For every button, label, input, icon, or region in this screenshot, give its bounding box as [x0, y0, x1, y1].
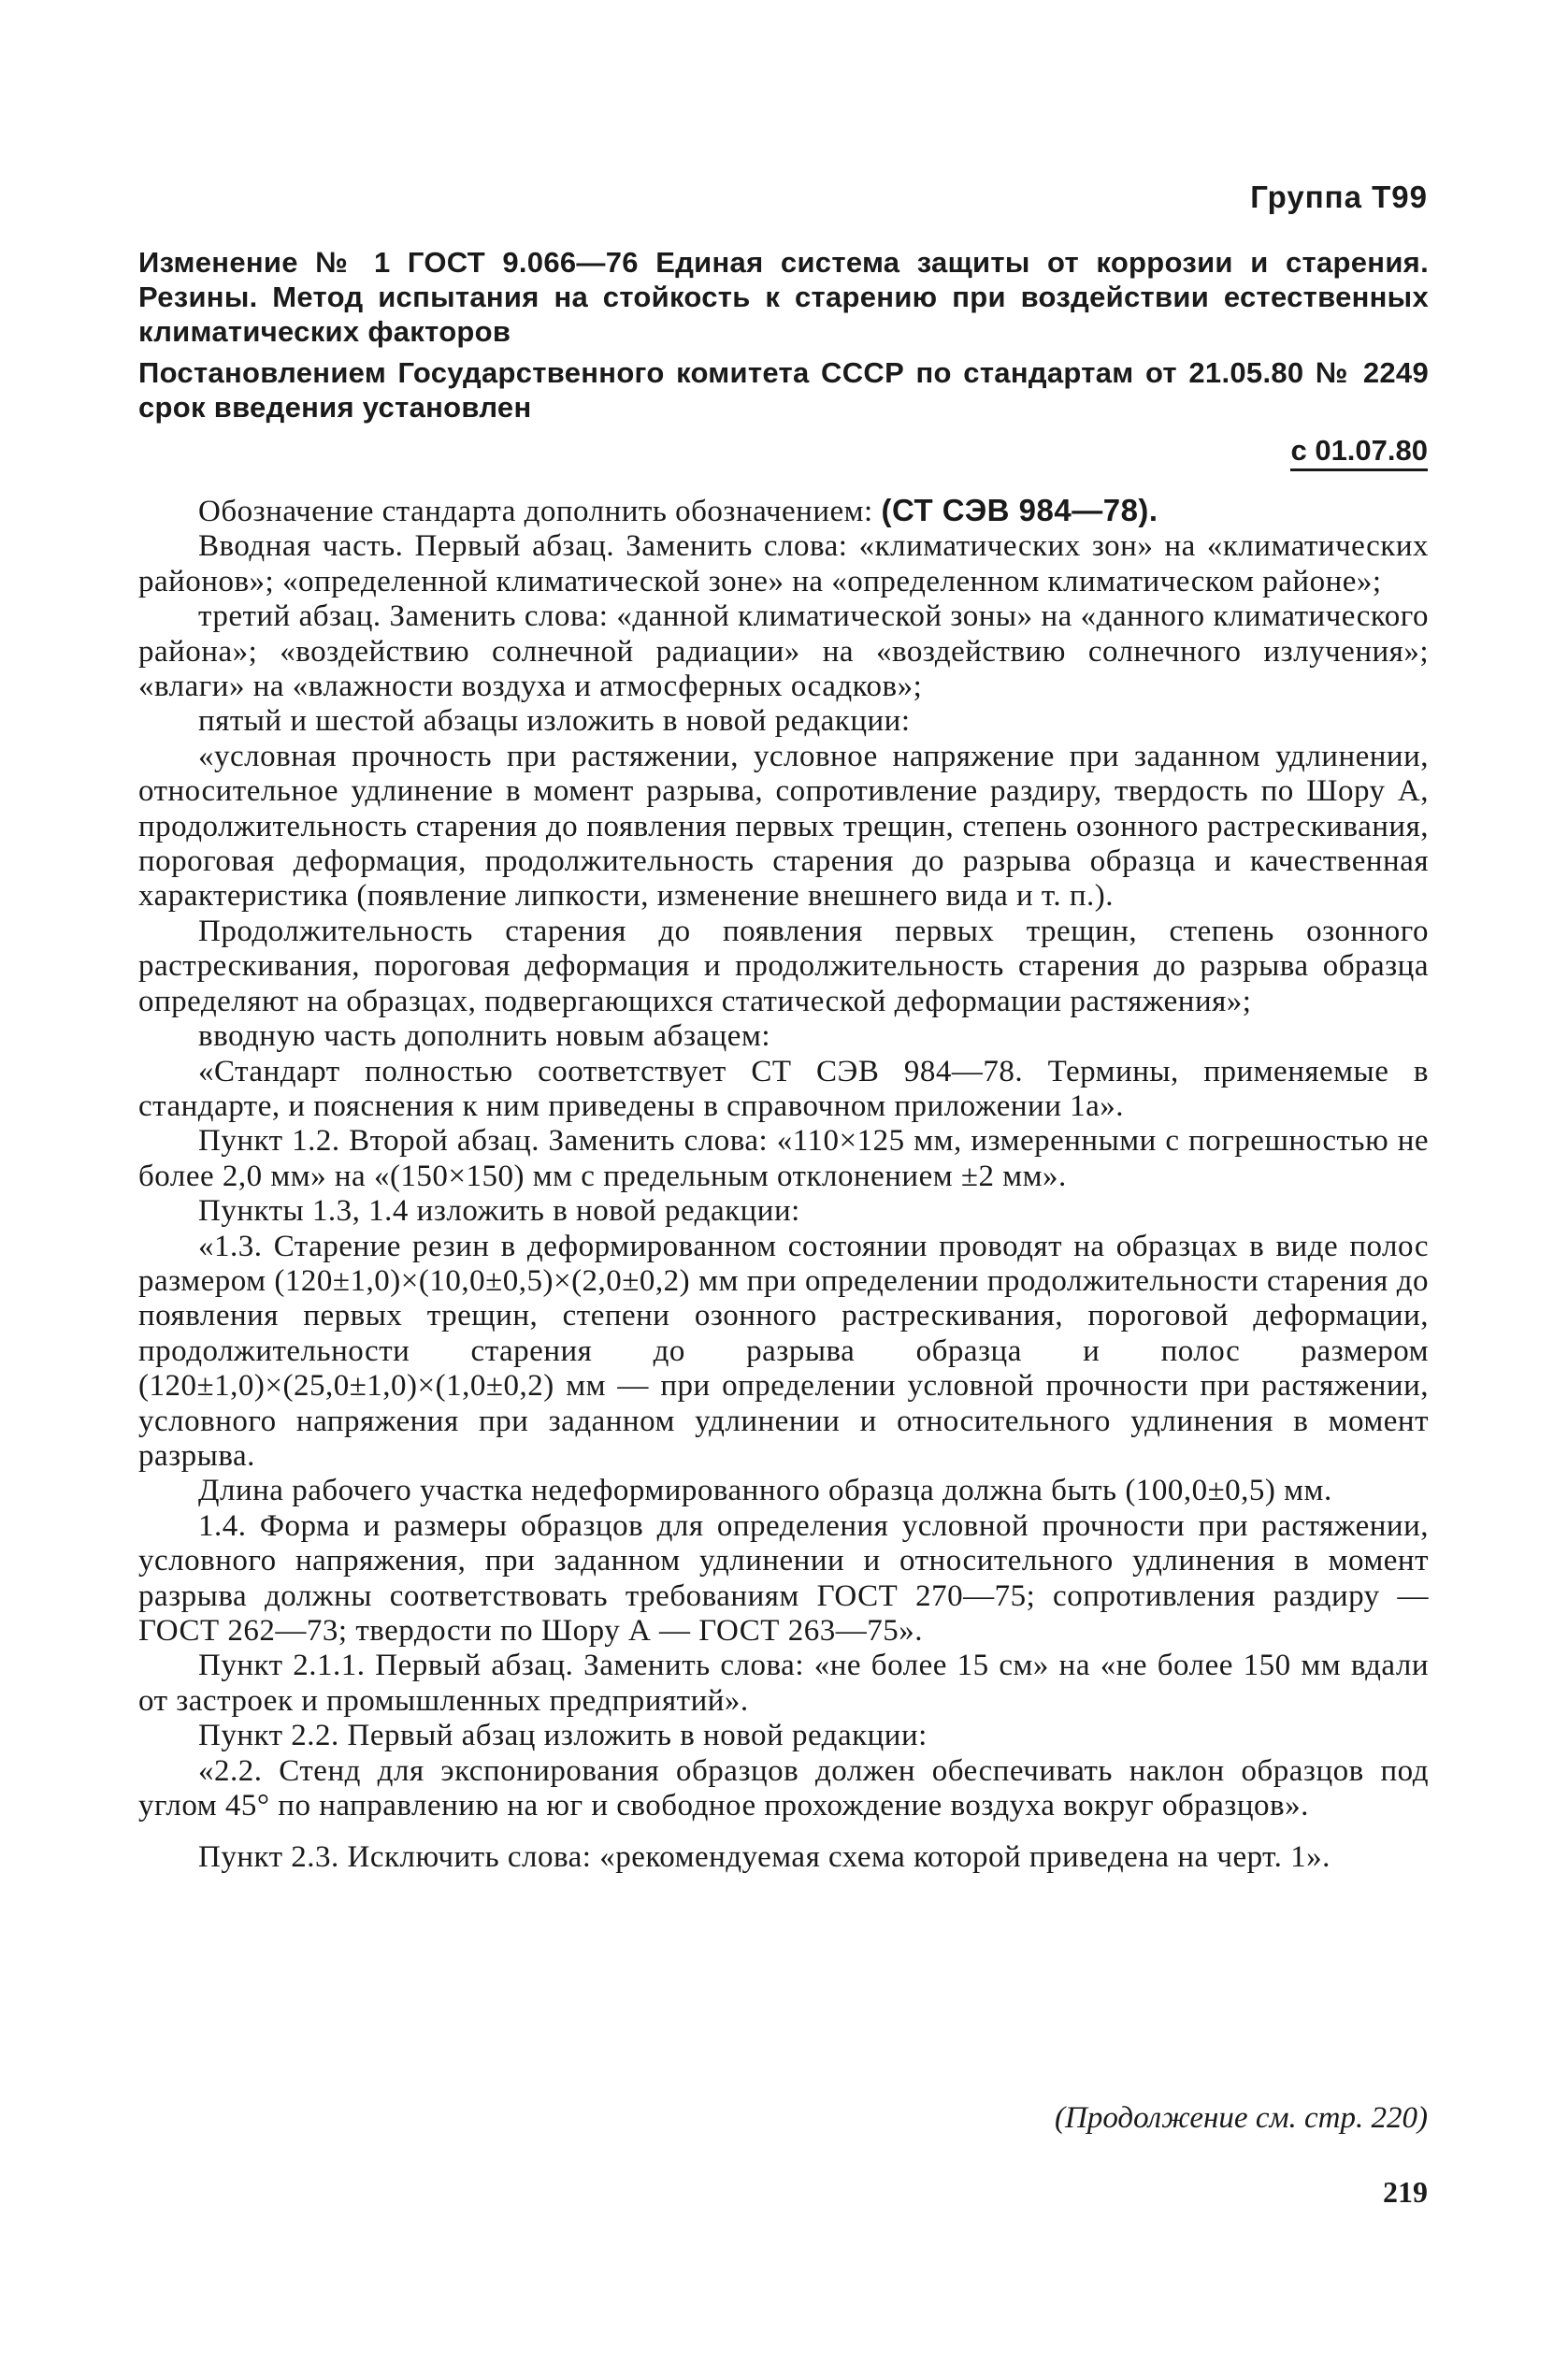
amendment-title: Изменение № 1 ГОСТ 9.066—76 Единая система защиты от коррозии и старения. Резины. Метод испытания на стойкость к старению при воздействии естественных климатических факторов	[138, 246, 1429, 348]
resolution-text: Постановлением Государственного комитета СССР по стандартам от 21.05.80 № 2249 срок введения установлен	[138, 356, 1429, 424]
paragraph-text: Обозначение стандарта дополнить обозначением:	[198, 495, 882, 528]
paragraph: «2.2. Стенд для экспонирования образцов должен обеспечивать наклон образцов под углом 45° по направлению на юг и свободное прохождение воздуха вокруг образцов».	[138, 1753, 1429, 1823]
paragraph: «Стандарт полностью соответствует СТ СЭВ 984—78. Термины, применяемые в стандарте, и пояснения к ним приведены в справочном приложении 1а».	[138, 1054, 1429, 1123]
paragraph: Длина рабочего участка недеформированного образца должна быть (100,0±0,5) мм.	[198, 1474, 1332, 1508]
paragraph: Пункт 2.2. Первый абзац изложить в новой редакции:	[198, 1719, 928, 1753]
continuation-note: (Продолжение см. стр. 220)	[1055, 2101, 1428, 2135]
paragraph: третий абзац. Заменить слова: «данной климатической зоны» на «данного климатического района»; «воздействию солнечной радиации» на «воздействию солнечного излучения»; «влаги» на «влажности воздуха и атмосферных осадков»;	[138, 599, 1429, 704]
paragraph: Вводная часть. Первый абзац. Заменить слова: «климатических зон» на «климатических районов»; «определенной климатической зоне» на «определенном климатическом районе»;	[138, 529, 1429, 598]
document-body	[138, 493, 1429, 1876]
paragraph: Пункт 2.1.1. Первый абзац. Заменить слова: «не более 15 см» на «не более 150 мм вдали от застроек и промышленных предприятий».	[138, 1649, 1429, 1718]
paragraph: Пункты 1.3, 1.4 изложить в новой редакции:	[198, 1194, 800, 1229]
page-number: 219	[1383, 2175, 1428, 2209]
paragraph: «условная прочность при растяжении, условное напряжение при заданном удлинении, относительное удлинение в момент разрыва, сопротивление раздиру, твердость по Шору А, продолжительность старения до появления первых трещин, степень озонного растрескивания, пороговая деформация, продолжительность старения до разрыва образца и качественная характеристика (появление липкости, изменение внешнего вида и т. п.).	[138, 739, 1429, 914]
paragraph: пятый и шестой абзацы изложить в новой редакции:	[198, 704, 911, 739]
group-code: Группа Т99	[1250, 180, 1428, 214]
effective-date: с 01.07.80	[1290, 434, 1428, 471]
paragraph: Пункт 2.3. Исключить слова: «рекомендуемая схема которой приведена на черт. 1».	[198, 1840, 1331, 1875]
standard-designation: (СТ СЭВ 984—78).	[881, 493, 1158, 527]
paragraph	[138, 493, 1429, 529]
paragraph: Пункт 1.2. Второй абзац. Заменить слова: «110×125 мм, измеренными с погрешностью не более 2,0 мм» на «(150×150) мм с предельным отклонением ±2 мм».	[138, 1124, 1429, 1193]
paragraph: Продолжительность старения до появления первых трещин, степень озонного растрескивания, пороговая деформация и продолжительность старения до разрыва образца определяют на образцах, подвергающихся статической деформации растяжения»;	[138, 914, 1429, 1018]
paragraph: 1.4. Форма и размеры образцов для определения условной прочности при растяжении, условного напряжения, при заданном удлинении и относительного удлинения в момент разрыва должны соответствовать требованиям ГОСТ 270—75; сопротивления раздиру — ГОСТ 262—73; твердости по Шору А — ГОСТ 263—75».	[138, 1508, 1429, 1648]
paragraph: вводную часть дополнить новым абзацем:	[198, 1019, 771, 1054]
paragraph: «1.3. Старение резин в деформированном состоянии проводят на образцах в виде полос размером (120±1,0)×(10,0±0,5)×(2,0±0,2) мм при определении продолжительности старения до появления первых трещин, степени озонного растрескивания, пороговой деформации, продолжительности старения до разрыва образца и полос размером (120±1,0)×(25,0±1,0)×(1,0±0,2) мм — при определении условной прочности при растяжении, условного напряжения при заданном удлинении и относительного удлинения в момент разрыва.	[138, 1229, 1429, 1473]
